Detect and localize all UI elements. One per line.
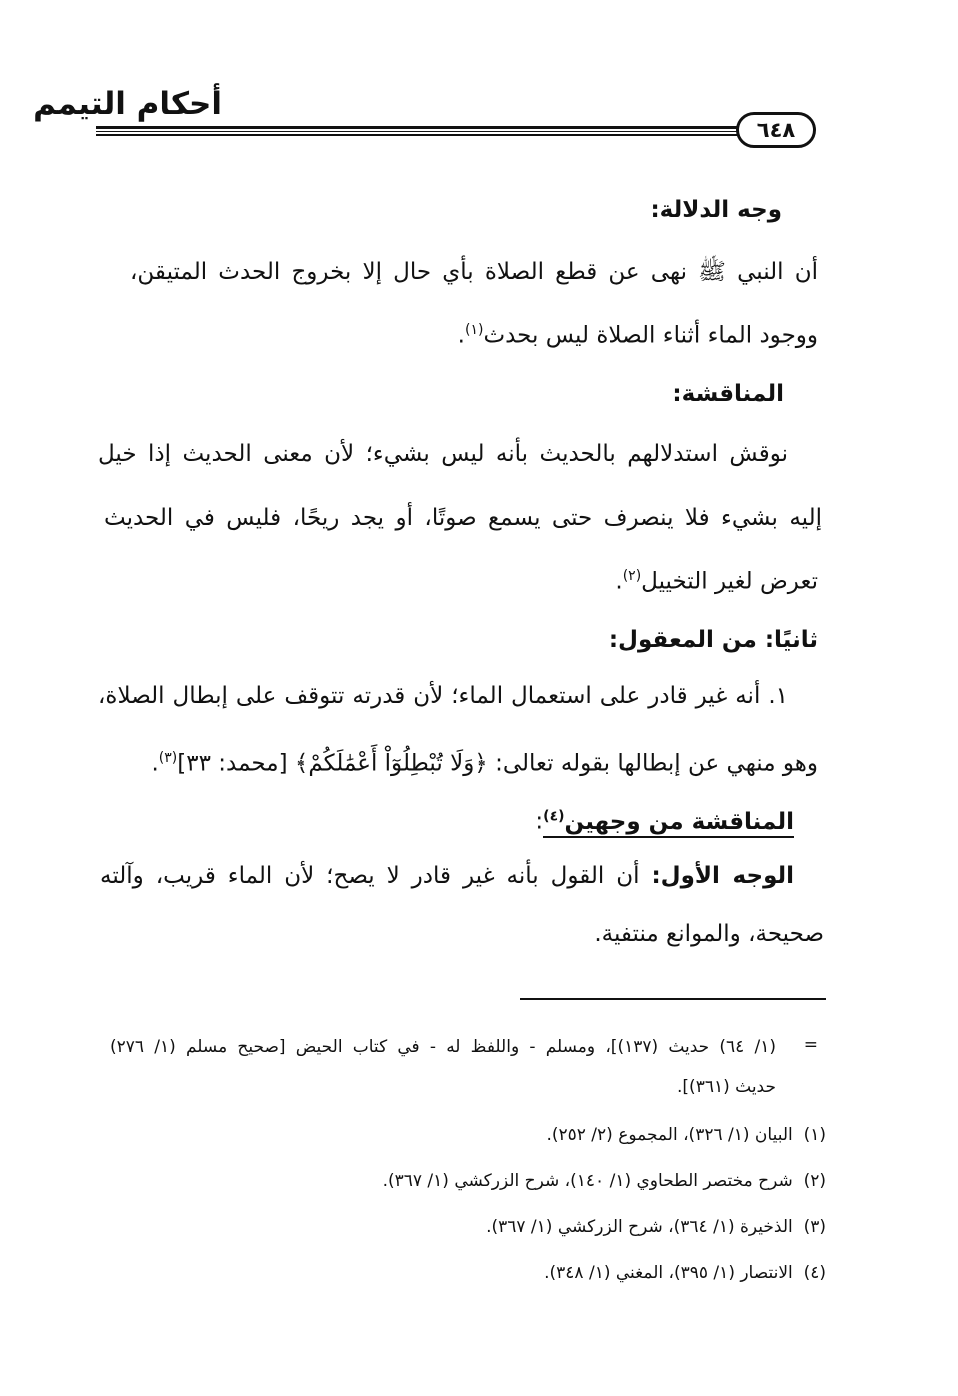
wajh-line-1: أن النبي ﷺ نهى عن قطع الصلاة بأي حال إلا بخروج الحدث المتيقن، xyxy=(130,259,818,285)
footnote-continuation-line-1: (١/ ٦٤) حديث (١٣٧)]، ومسلم - واللفظ له - في كتاب الحيض [صحيح مسلم (١/ ٢٧٦) xyxy=(110,1037,776,1057)
munaqasha-2-heading-line xyxy=(535,800,794,838)
wajh-awwal-label: الوجه الأول: xyxy=(651,863,795,889)
footnote-number-1: (١) xyxy=(803,1125,826,1145)
footnote-ref-3: (٣) xyxy=(158,750,178,766)
footnote-text-4: الانتصار (١/ ٣٩٥)، المغني (١/ ٣٤٨). xyxy=(544,1263,793,1283)
running-header-title: أحكام التيمم xyxy=(33,86,222,122)
footnote-number-2: (٢) xyxy=(803,1171,826,1191)
footnote-separator xyxy=(520,998,826,1000)
point-1-line-2-end: . xyxy=(151,750,159,777)
footnote-item-2 xyxy=(383,1168,826,1194)
wajh-line-2-end: . xyxy=(457,322,465,349)
wajh-awwal-line-2: صحيحة، والموانع منتفية. xyxy=(594,921,824,947)
footnote-item-1 xyxy=(546,1122,826,1148)
munaqasha-2-heading-text: المناقشة من وجهين xyxy=(564,808,794,835)
footnote-ref-2: (٢) xyxy=(622,568,642,584)
footnote-text-1: البيان (١/ ٣٢٦)، المجموع (٢/ ٢٥٢). xyxy=(546,1125,793,1145)
wajh-awwal-line-1-text: أن القول بأنه غير قادر لا يصح؛ لأن الماء قريب، وآلته xyxy=(100,863,640,889)
munaqasha-line-3 xyxy=(615,560,818,598)
footnote-number-4: (٤) xyxy=(803,1263,826,1283)
point-1-line-1: ١. أنه غير قادر على استعمال الماء؛ لأن قدرته تتوقف على إبطال الصلاة، xyxy=(98,683,788,709)
footnote-continuation-marker: = xyxy=(803,1035,818,1055)
wajh-line-2 xyxy=(458,314,818,352)
page-number-badge xyxy=(736,112,816,148)
point-1-line-2-text: وهو منهي عن إبطالها بقوله تعالى: ﴿وَلَا تُبْطِلُوٓاْ أَعْمَٰلَكُمْ﴾ [محمد: ٣٣] xyxy=(177,750,818,777)
footnote-item-3 xyxy=(486,1214,826,1240)
footnote-ref-4: (٤) xyxy=(543,808,565,824)
footnote-text-3: الذخيرة (١/ ٣٦٤)، شرح الزركشي (١/ ٣٦٧). xyxy=(486,1217,793,1237)
munaqasha-line-2: إليه بشيء فلا ينصرف حتى يسمع صوتًا، أو يجد ريحًا، فليس في الحديث xyxy=(104,505,822,531)
munaqasha-line-1: نوقش استدلالهم بالحديث بأنه ليس بشيء؛ لأن معنى الحديث إذا خيل xyxy=(98,441,788,467)
footnote-item-4 xyxy=(544,1260,826,1286)
munaqasha-2-heading-end: : xyxy=(535,808,544,835)
header-rule xyxy=(96,126,738,136)
munaqasha-line-3-end: . xyxy=(615,568,623,595)
thaniyan-heading: ثانيًا: من المعقول: xyxy=(608,627,818,653)
munaqasha-heading: المناقشة: xyxy=(672,381,784,407)
page-number: ٦٤٨ xyxy=(756,118,796,142)
footnote-continuation-line-2: حديث (٣٦١)]. xyxy=(677,1077,776,1097)
munaqasha-2-heading xyxy=(543,809,794,838)
footnote-number-3: (٣) xyxy=(803,1217,826,1237)
footnote-text-2: شرح مختصر الطحاوي (١/ ١٤٠)، شرح الزركشي (١/ ٣٦٧). xyxy=(382,1171,793,1191)
footnote-ref-1: (١) xyxy=(464,322,484,338)
wajh-heading: وجه الدلالة: xyxy=(650,197,782,223)
munaqasha-line-3-text: تعرض لغير التخييل xyxy=(641,568,818,595)
wajh-awwal-line-1 xyxy=(100,860,794,892)
point-1-line-2 xyxy=(151,742,818,780)
wajh-line-2-text: ووجود الماء أثناء الصلاة ليس بحدث xyxy=(483,322,818,349)
